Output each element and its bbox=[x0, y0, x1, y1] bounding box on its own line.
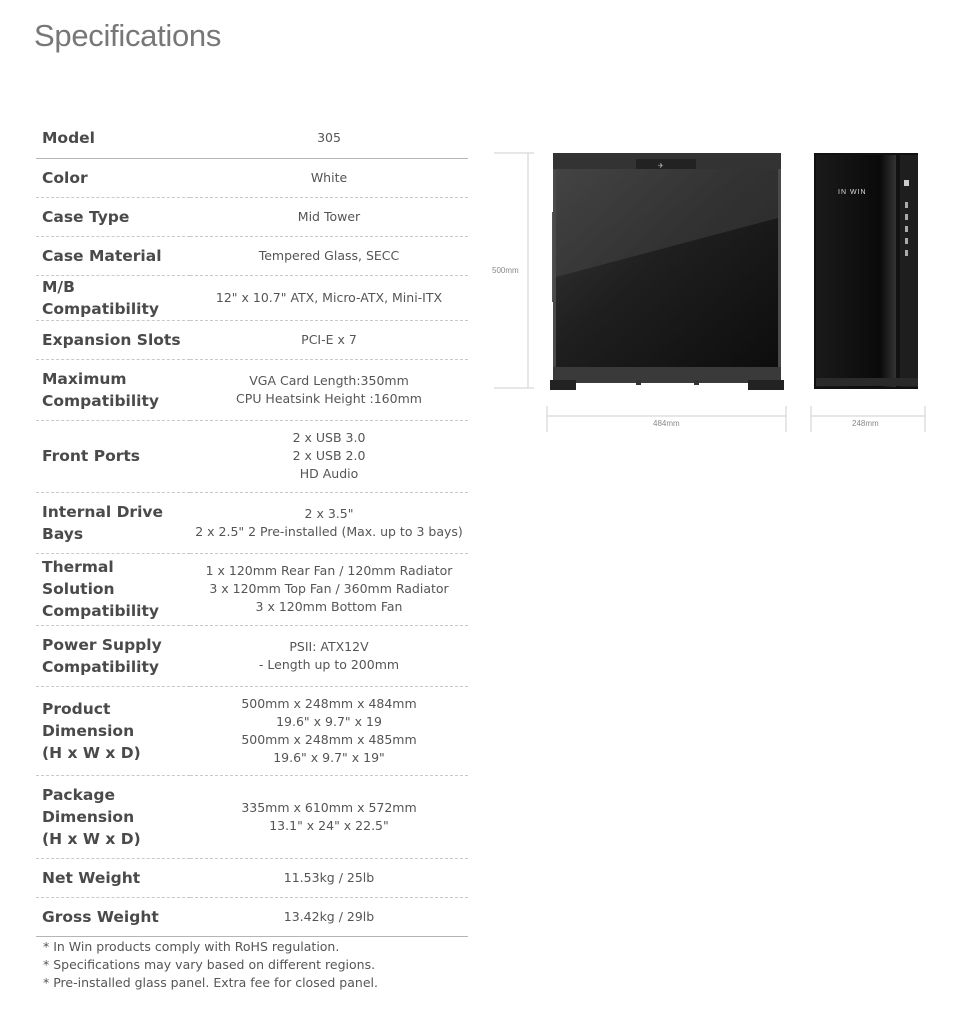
spec-label bbox=[36, 119, 190, 158]
spec-value-line: 335mm x 610mm x 572mm bbox=[241, 799, 417, 815]
spec-row bbox=[36, 686, 468, 775]
spec-value-line: White bbox=[310, 169, 348, 185]
spec-label-line: Case Type bbox=[42, 207, 130, 226]
spec-value-line: Mid Tower bbox=[297, 208, 361, 224]
spec-label bbox=[36, 625, 190, 686]
spec-label-line: Net Weight bbox=[42, 868, 141, 887]
spec-label bbox=[36, 553, 190, 625]
spec-label bbox=[36, 236, 190, 275]
spec-label-line: Compatibility bbox=[42, 602, 159, 620]
spec-value-line: 19.6" x 9.7" x 19 bbox=[276, 713, 382, 729]
spec-label-line: Power Supply bbox=[42, 635, 162, 654]
spec-label bbox=[36, 858, 190, 897]
spec-value-line: 11.53kg / 25lb bbox=[283, 869, 375, 885]
spec-row bbox=[36, 236, 468, 275]
spec-label bbox=[36, 775, 190, 858]
spec-value-line: 19.6" x 9.7" x 19" bbox=[273, 749, 385, 765]
spec-value bbox=[190, 775, 468, 858]
spec-value-line: HD Audio bbox=[299, 466, 359, 481]
spec-value-line: VGA Card Length:350mm bbox=[249, 372, 409, 388]
spec-label-line: M/B Compatibility bbox=[42, 277, 159, 318]
note-rohs: * In Win products comply with RoHS regulation. bbox=[43, 939, 340, 954]
spec-row bbox=[36, 119, 468, 158]
spec-table-body bbox=[36, 119, 468, 936]
spec-value-line: 3 x 120mm Bottom Fan bbox=[255, 599, 403, 614]
width-dimension-label: 248mm bbox=[852, 419, 879, 428]
svg-text:✈: ✈ bbox=[658, 163, 664, 170]
width-dimension bbox=[811, 406, 925, 432]
spec-label-line: Dimension bbox=[42, 721, 135, 740]
spec-value-line: 500mm x 248mm x 485mm bbox=[241, 731, 417, 747]
page-title: Specifications bbox=[34, 18, 222, 53]
spec-label-line: (H x W x D) bbox=[42, 829, 141, 848]
spec-label-line: (H x W x D) bbox=[42, 743, 141, 762]
depth-dimension bbox=[547, 406, 786, 432]
case-drawing bbox=[486, 140, 936, 440]
spec-label-line: Bays bbox=[42, 524, 84, 543]
spec-value bbox=[190, 320, 468, 359]
spec-value bbox=[190, 553, 468, 625]
spec-label-line: Front Ports bbox=[42, 447, 141, 465]
spec-label-line: Case Material bbox=[42, 246, 162, 265]
height-dimension-label: 500mm bbox=[492, 266, 519, 275]
spec-label-line: Internal Drive bbox=[42, 502, 164, 521]
spec-label-line: Package bbox=[42, 785, 115, 804]
spec-label bbox=[36, 359, 190, 420]
spec-value-line: 2 x 2.5" 2 Pre-installed (Max. up to 3 bays) bbox=[195, 523, 463, 539]
spec-label bbox=[36, 686, 190, 775]
spec-value-line: 305 bbox=[317, 130, 341, 146]
spec-value-line: 500mm x 248mm x 484mm bbox=[241, 695, 417, 711]
spec-value-line: 2 x USB 2.0 bbox=[292, 448, 366, 463]
spec-value bbox=[190, 158, 468, 197]
spec-row bbox=[36, 320, 468, 359]
spec-value bbox=[190, 492, 468, 553]
spec-row bbox=[36, 158, 468, 197]
spec-value bbox=[190, 420, 468, 492]
spec-value bbox=[190, 119, 468, 158]
spec-table bbox=[36, 119, 468, 937]
spec-row bbox=[36, 420, 468, 492]
spec-label bbox=[36, 197, 190, 236]
spec-notes bbox=[43, 938, 378, 992]
spec-row bbox=[36, 275, 468, 320]
spec-value bbox=[190, 686, 468, 775]
spec-label-line: Thermal Solution bbox=[42, 558, 115, 598]
spec-value bbox=[190, 275, 468, 320]
spec-value bbox=[190, 897, 468, 936]
spec-value-line: PSII: ATX12V bbox=[289, 638, 369, 654]
spec-value bbox=[190, 359, 468, 420]
spec-label-line: Maximum bbox=[42, 369, 127, 388]
spec-value-line: 13.1" x 24" x 22.5" bbox=[269, 817, 389, 833]
spec-row bbox=[36, 553, 468, 625]
spec-label bbox=[36, 320, 190, 359]
spec-row bbox=[36, 858, 468, 897]
spec-value bbox=[190, 197, 468, 236]
spec-label-line: Product bbox=[42, 699, 111, 718]
spec-value-line: 3 x 120mm Top Fan / 360mm Radiator bbox=[209, 581, 449, 596]
spec-label-line: Color bbox=[42, 168, 88, 187]
spec-label-line: Gross Weight bbox=[42, 907, 159, 926]
spec-value-line: - Length up to 200mm bbox=[258, 656, 400, 672]
spec-row bbox=[36, 359, 468, 420]
spec-label bbox=[36, 420, 190, 492]
spec-label-line: Compatibility bbox=[42, 391, 159, 410]
spec-row bbox=[36, 625, 468, 686]
spec-row bbox=[36, 197, 468, 236]
spec-value-line: Tempered Glass, SECC bbox=[258, 247, 400, 263]
brand-logo-text: IN WIN bbox=[838, 189, 867, 196]
note-glass-panel: * Pre-installed glass panel. Extra fee for closed panel. bbox=[43, 975, 378, 990]
spec-label-line: Compatibility bbox=[42, 657, 159, 676]
spec-value-line: 2 x 3.5" bbox=[304, 505, 354, 521]
spec-value-line: PCI-E x 7 bbox=[301, 331, 357, 347]
spec-value bbox=[190, 236, 468, 275]
spec-value-line: 13.42kg / 29lb bbox=[283, 908, 375, 924]
spec-row bbox=[36, 775, 468, 858]
depth-dimension-label: 484mm bbox=[653, 419, 680, 428]
spec-value bbox=[190, 858, 468, 897]
spec-value bbox=[190, 625, 468, 686]
spec-label bbox=[36, 492, 190, 553]
spec-label bbox=[36, 275, 190, 320]
spec-value-line: 12" x 10.7" ATX, Micro-ATX, Mini-ITX bbox=[215, 289, 443, 305]
spec-value-line: 2 x USB 3.0 bbox=[292, 430, 366, 445]
case-dimension-figure bbox=[486, 140, 936, 440]
spec-row bbox=[36, 897, 468, 936]
spec-row bbox=[36, 492, 468, 553]
spec-value-line: 1 x 120mm Rear Fan / 120mm Radiator bbox=[205, 563, 453, 578]
spec-label bbox=[36, 897, 190, 936]
spec-label-line: Expansion Slots bbox=[42, 330, 181, 349]
height-dimension bbox=[492, 153, 534, 388]
front-view bbox=[814, 153, 918, 389]
spec-label-line: Dimension bbox=[42, 807, 135, 826]
spec-label bbox=[36, 158, 190, 197]
side-view bbox=[550, 153, 784, 390]
note-regions: * Specifications may vary based on different regions. bbox=[43, 957, 376, 972]
spec-label-line: Model bbox=[42, 129, 95, 148]
spec-value-line: CPU Heatsink Height :160mm bbox=[236, 390, 422, 406]
